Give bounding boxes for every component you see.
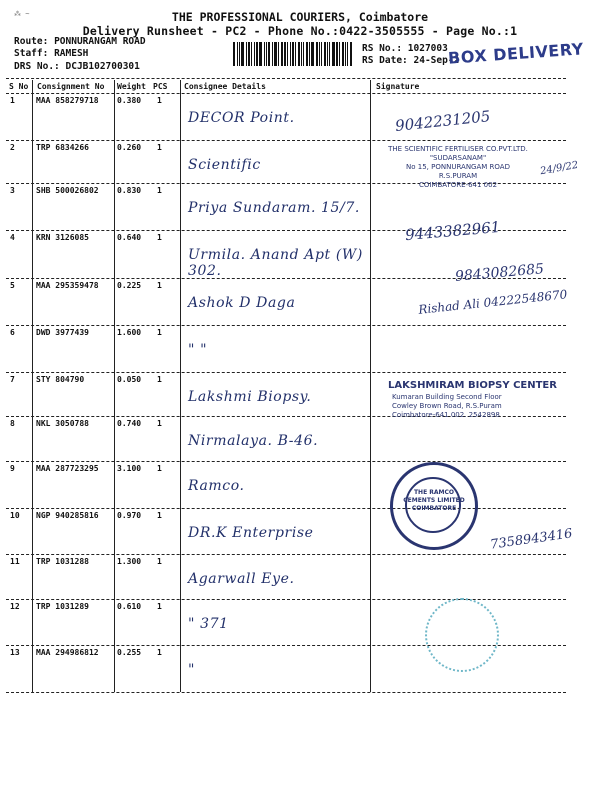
barcode-bar (248, 42, 250, 66)
row-pcs: 1 (157, 328, 162, 337)
barcode-bar (342, 42, 344, 66)
row-weight: 0.380 (117, 96, 142, 105)
row-consignment-no: TRP 1031289 (36, 602, 89, 611)
row-consignment-no: SHB 500026802 (36, 186, 99, 195)
row-sno: 12 (10, 602, 20, 611)
drs-line (14, 61, 140, 72)
lakshmi-stamp-title: LAKSHMIRAM BIOPSY CENTER (388, 380, 557, 391)
drs-value: DCJB102700301 (65, 61, 140, 72)
runsheet-title: Delivery Runsheet - PC2 - Phone No.:0422-3505555 - Page No.:1 (82, 24, 518, 38)
row-consignment-no: KRN 3126085 (36, 233, 89, 242)
col-divider (32, 80, 33, 692)
header-signature: Signature (376, 82, 420, 91)
stamp-line: COIMBATORE-641 002 (418, 181, 498, 189)
row-sno: 1 (10, 96, 15, 105)
row-pcs: 1 (157, 281, 162, 290)
barcode-bar (316, 42, 318, 66)
row-sno: 8 (10, 419, 15, 428)
signature-1: 9042231205 (394, 107, 492, 135)
stamp-line: No 15, PONNURANGAM ROAD (406, 163, 510, 171)
row-weight: 0.255 (117, 648, 142, 657)
row-sno: 2 (10, 143, 15, 152)
row-consignment-no: MAA 287723295 (36, 464, 99, 473)
drs-label: DRS No.: (14, 61, 60, 72)
rs-no-value: 1027003 (407, 43, 448, 54)
signature-3: 9443382961 (404, 217, 502, 245)
row-consignee: Ashok D Daga (188, 295, 296, 311)
row-consignment-no: MAA 858279718 (36, 96, 99, 105)
barcode-bar (259, 42, 262, 66)
route-line (14, 36, 146, 47)
barcode-bar (319, 42, 320, 66)
row-consignment-no: MAA 294986812 (36, 648, 99, 657)
row-weight: 0.640 (117, 233, 142, 242)
header-consignee: Consignee Details (184, 82, 266, 91)
row-sno: 13 (10, 648, 20, 657)
stamp-line: Kumaran Building Second Floor (392, 393, 502, 401)
row-pcs: 1 (157, 96, 162, 105)
row-divider (6, 325, 566, 326)
row-consignee: Lakshmi Biopsy. (188, 389, 312, 405)
barcode-bar (321, 42, 322, 66)
barcode-bar (329, 42, 330, 66)
barcode-bar (278, 42, 279, 66)
barcode-bar (350, 42, 352, 66)
row-pcs: 1 (157, 375, 162, 384)
row-consignee: " (188, 662, 196, 678)
barcode-bar (303, 42, 304, 66)
row-weight: 0.740 (117, 419, 142, 428)
barcode-bar (309, 42, 310, 66)
row-pcs: 1 (157, 464, 162, 473)
staff-label: Staff: (14, 48, 49, 59)
row-consignee: Agarwall Eye. (188, 571, 295, 587)
row-consignee: Scientific (188, 157, 261, 173)
rs-date-value: 24-Sep-2 (413, 55, 460, 66)
barcode-bar (241, 42, 244, 66)
row-consignee: " 371 (188, 616, 229, 632)
row-divider (6, 554, 566, 555)
col-divider (370, 80, 371, 692)
row-pcs: 1 (157, 419, 162, 428)
row-divider (6, 599, 566, 600)
signature-2-date: 24/9/22 (539, 159, 580, 178)
row-divider (6, 372, 566, 373)
barcode-bar (295, 42, 296, 66)
barcode-bar (347, 42, 348, 66)
barcode-bar (254, 42, 255, 66)
barcode-bar (284, 42, 286, 66)
row-divider (6, 508, 566, 509)
row-divider (6, 461, 566, 462)
row-sno: 3 (10, 186, 15, 195)
signature-10: 7358943416 (489, 526, 574, 553)
header-sno: S No (9, 82, 29, 91)
row-pcs: 1 (157, 602, 162, 611)
logo: ⁂ ~ (14, 10, 30, 18)
row-consignment-no: DWD 3977439 (36, 328, 89, 337)
header-weight: Weight (117, 82, 146, 91)
ramco-seal (390, 462, 478, 550)
row-weight: 0.970 (117, 511, 142, 520)
rs-no-label: RS No.: (362, 43, 403, 54)
row-consignee: Nirmalaya. B-46. (188, 433, 319, 449)
row-weight: 1.300 (117, 557, 142, 566)
header-consignment: Consignment No (37, 82, 105, 91)
row-consignee: " " (188, 342, 208, 358)
rs-date-line (362, 55, 459, 66)
barcode-bar (287, 42, 288, 66)
barcode-bar (345, 42, 346, 66)
row-consignment-no: MAA 295359478 (36, 281, 99, 290)
box-delivery-stamp: BOX DELIVERY (447, 39, 585, 68)
barcode-bar (233, 42, 235, 66)
rs-date-label: RS Date: (362, 55, 408, 66)
scientific-stamp (378, 145, 538, 190)
signature-4: 9843082685 (454, 261, 545, 285)
row-sno: 6 (10, 328, 15, 337)
row-sno: 5 (10, 281, 15, 290)
row-consignee: Urmila. Anand Apt (W) 302. (188, 247, 363, 279)
company-title: THE PROFESSIONAL COURIERS, Coimbatore (171, 10, 429, 24)
barcode-bar (298, 42, 300, 66)
round-stamp (425, 598, 499, 672)
barcode-bar (246, 42, 247, 66)
row-pcs: 1 (157, 233, 162, 242)
row-divider (6, 140, 566, 141)
barcode-bar (237, 42, 238, 66)
row-sno: 9 (10, 464, 15, 473)
col-divider (180, 80, 181, 692)
row-weight: 0.610 (117, 602, 142, 611)
row-sno: 11 (10, 557, 20, 566)
barcode-bar (311, 42, 314, 66)
stamp-line: Coimbatore-641 002. 2542898 (392, 411, 500, 419)
rs-no-line (362, 43, 448, 54)
row-pcs: 1 (157, 511, 162, 520)
ramco-seal-text: THE RAMCO CEMENTS LIMITED COIMBATORE (403, 489, 465, 512)
row-consignee: DECOR Point. (188, 110, 295, 126)
row-consignee: Priya Sundaram. 15/7. (188, 200, 360, 216)
header-pcs: PCS (153, 82, 168, 91)
row-consignee: Ramco. (188, 478, 245, 494)
row-sno: 7 (10, 375, 15, 384)
col-divider (114, 80, 115, 692)
barcode-bar (324, 42, 326, 66)
barcode-bar (290, 42, 291, 66)
barcode-bar (339, 42, 340, 66)
row-weight: 0.260 (117, 143, 142, 152)
staff-value: RAMESH (54, 48, 89, 59)
row-pcs: 1 (157, 186, 162, 195)
barcode-bar (306, 42, 308, 66)
stamp-line: R.S.PURAM (438, 172, 478, 180)
row-consignment-no: NKL 3050788 (36, 419, 89, 428)
row-sno: 4 (10, 233, 15, 242)
row-weight: 1.600 (117, 328, 142, 337)
row-consignee: DR.K Enterprise (188, 525, 314, 541)
barcode-bar (281, 42, 283, 66)
route-label: Route: (14, 36, 49, 47)
stamp-line: Cowley Brown Road, R.S.Puram (392, 402, 502, 410)
barcode-bar (332, 42, 335, 66)
barcode-bar (336, 42, 338, 66)
row-pcs: 1 (157, 557, 162, 566)
row-divider (6, 692, 566, 693)
barcode-bar (256, 42, 258, 66)
barcode-bar (266, 42, 267, 66)
barcode-bar (327, 42, 328, 66)
barcode-bar (268, 42, 270, 66)
route-value: PONNURANGAM ROAD (54, 36, 146, 47)
row-pcs: 1 (157, 143, 162, 152)
stamp-line: "SUDARSANAM" (429, 154, 487, 162)
row-consignment-no: TRP 1031288 (36, 557, 89, 566)
barcode (233, 42, 353, 66)
barcode-bar (272, 42, 273, 66)
barcode-bar (264, 42, 265, 66)
row-weight: 0.050 (117, 375, 142, 384)
barcode-bar (301, 42, 302, 66)
table-top-rule (6, 78, 566, 79)
barcode-bar (292, 42, 295, 66)
row-weight: 0.830 (117, 186, 142, 195)
stamp-line: THE SCIENTIFIC FERTILISER CO.PVT.LTD. (388, 145, 528, 153)
row-sno: 10 (10, 511, 20, 520)
barcode-bar (274, 42, 277, 66)
row-weight: 0.225 (117, 281, 142, 290)
signature-5: Rishad Ali 04222548670 (417, 287, 568, 317)
staff-line (14, 48, 88, 59)
lakshmi-stamp-address (392, 393, 572, 420)
row-consignment-no: TRP 6834266 (36, 143, 89, 152)
row-weight: 3.100 (117, 464, 142, 473)
barcode-bar (251, 42, 252, 66)
row-consignment-no: STY 804790 (36, 375, 85, 384)
row-pcs: 1 (157, 648, 162, 657)
table-header-rule (6, 93, 566, 94)
row-consignment-no: NGP 940285816 (36, 511, 99, 520)
barcode-bar (239, 42, 240, 66)
